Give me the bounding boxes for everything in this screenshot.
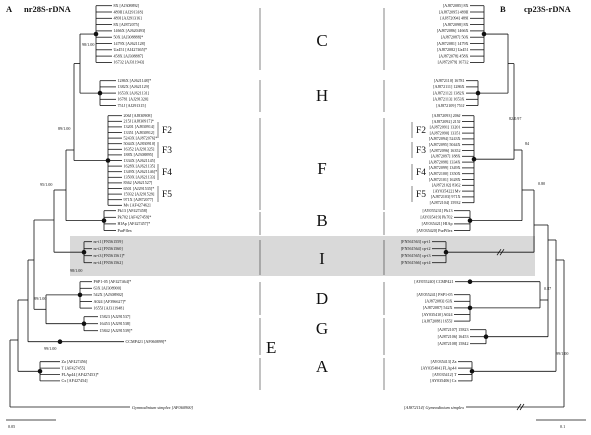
tip-label: Pk13 [AF427458] [117, 208, 148, 213]
tip-label: [AJ872103] 971X [430, 194, 461, 200]
tip-label: Za [AF427456] [61, 359, 88, 364]
subclade-label-left: F2 [162, 126, 173, 136]
tip-label: 971X [AJ872077] [123, 197, 154, 202]
panel-b-letter: B [500, 4, 506, 14]
right-tree [401, 3, 569, 410]
tip-label: FLAp44 [AF427453]* [61, 371, 99, 377]
subclade-label-right: F4 [416, 168, 427, 178]
tip-label: 16453 [AJ291538] [99, 321, 131, 326]
tip-label: [AJ872087] 542X [422, 305, 453, 311]
clade-label: G [315, 319, 329, 338]
outgroup-label: Gymnodinium simplex [AF060900] [132, 405, 194, 410]
tip-label: 6501 [AJ291535]* [123, 185, 155, 191]
tip-label: A024 [AF396627]* [93, 298, 126, 304]
support-value: 99/1.00 [556, 351, 569, 356]
tip-label: [AJ872109] 751J [436, 102, 465, 108]
tip-label: 489II [AJ291318] [113, 9, 143, 15]
tip-label: 458X [AJ308887] [113, 53, 144, 59]
outgroup-label: [AJ872114] Gymnodinium simplex [403, 405, 464, 410]
tip-label: [AJ872104] 15932 [429, 200, 461, 205]
tip-label: 8X [AJ308892] [113, 3, 140, 8]
tip-label: CCMP421 [AF060899]* [125, 339, 167, 344]
tip-label: [AY035420] PurPflex [416, 227, 453, 233]
clade-label: E [266, 338, 277, 357]
tip-label: [AJ872078] 458X [438, 53, 469, 59]
tip-label: [AY035406] Cx [430, 378, 457, 384]
tip-label: [AJ872098] 1334X [428, 159, 461, 165]
tip-label: 16352 [AJ291325] [123, 146, 155, 152]
panel-b-title: cp23S-rDNA [524, 4, 571, 14]
tip-label: 50X [AJ308888]* [113, 34, 144, 40]
tip-label: [AJ872090] 13351 [429, 130, 461, 136]
tip-label: [AJ872106] 16453 [437, 334, 469, 339]
tip-label: [AJ872101] 1628X [428, 176, 461, 182]
panel-a-title: nr28S-rDNA [24, 4, 71, 14]
tip-label: [AJ872098] 8X [442, 21, 469, 27]
tip-label: 1479X [AJ621128] [113, 40, 146, 46]
subclade-label-left: F5 [162, 190, 173, 200]
subclade-label-right: F2 [416, 126, 427, 136]
tip-label: [AJ872113] 1653X [432, 96, 465, 102]
tip-label: [AJ872100] 1350X [428, 171, 461, 176]
tip-label: 1382X [AJ621129] [117, 84, 150, 90]
tip-label: [AJ872110] 16781 [433, 78, 465, 83]
panel-a-letter: A [6, 4, 13, 14]
left-tree [10, 3, 193, 410]
tip-label: [AJ872112] 1382X [432, 90, 465, 96]
tip-label: 15823 [AJ291537] [99, 314, 131, 319]
subclade-label-right: F3 [416, 146, 427, 156]
support-value: 0.80 [538, 181, 546, 186]
tip-label: 489I [AJ291316] [113, 15, 142, 21]
tip-label: [AJ872082] Ua451 [437, 47, 469, 53]
tip-label: [AJ872091] 13201 [429, 124, 461, 130]
tip-label: [FN561564] cp-i2 [400, 246, 431, 251]
tip-label: 13201 [AJ830914] [123, 124, 155, 130]
tip-label: [AY055240] CCMP421 [414, 279, 454, 284]
tip-label: 15932 [AJ291529] [123, 191, 155, 197]
tip-label: Pk702 [AF427459]* [117, 214, 152, 220]
tip-label: 1349X [AJ621146]* [123, 169, 158, 174]
tip-label: [AY035419] Pk702 [420, 214, 453, 220]
tip-label: [AJ872093] 206J [432, 113, 461, 118]
tip-label: [AY055241] PSP1-05 [416, 292, 453, 297]
tip-label: 1286X [AJ621148]* [117, 78, 152, 83]
support-value: 99/1.00 [44, 346, 57, 351]
tip-label: [AY035412] T [432, 371, 457, 377]
right-scale-label: 0.1 [560, 424, 566, 429]
tip-label: [AY035410] A024 [422, 311, 453, 317]
clade-label: B [316, 211, 328, 230]
tip-label: 1334X [AJ621145] [123, 157, 156, 163]
support-value: 98/1.00 [82, 42, 95, 47]
tip-label: nr-i1 [FN561559] [93, 239, 123, 244]
tip-label: [AJ872096] 16352 [429, 147, 461, 153]
tip-label: [AJ872108] 15842 [437, 341, 469, 346]
tip-label: 5044X [AJ830910] [123, 141, 156, 146]
clade-label: A [315, 357, 329, 376]
clade-label: F [317, 159, 327, 178]
tip-label: [AJ872088] 1655J [422, 318, 453, 324]
support-value: 89/1.00 [58, 126, 71, 131]
tip-label: [AJ872094] 5243X [428, 136, 461, 142]
tip-label: [AY035413] Za [430, 359, 457, 364]
tip-label: PurPflex [117, 227, 132, 233]
tip-label: [AJ872095] 5044X [428, 142, 461, 147]
tip-label: [AY055231] Pk13 [422, 208, 453, 213]
tip-label: 1628X [AJ621135] [123, 163, 156, 169]
tip-label: 1653X [AJ621131] [117, 90, 150, 96]
tip-label: nr-i4 [FN561562] [93, 260, 123, 265]
tip-label: 1655J [AJ311948] [93, 305, 124, 311]
tip-label: [FN561563] cp-i1 [400, 239, 431, 244]
tip-label: [AJ872087] 50X [440, 34, 469, 40]
tip-label: nr-i2 [FN561560] [93, 246, 123, 251]
tip-label: [FN561566] cp-i4 [400, 260, 431, 265]
tip-label: Mv [AF427462] [123, 202, 151, 208]
tip-label: [AJ872097] 188X [430, 153, 461, 159]
tip-label: [AJ872081] 1479X [436, 40, 469, 46]
clade-label-column [260, 8, 384, 390]
support-value: 89/1.00 [34, 296, 47, 301]
tip-label: [AJ872092] 215J [432, 118, 461, 124]
tip-label: [AJ872107] 15823 [437, 327, 469, 332]
clade-label: I [319, 249, 325, 268]
tip-label: nr-i3 [FN561561]* [93, 253, 125, 258]
left-scale-label: 0.05 [8, 424, 16, 429]
subclade-label-left: F4 [162, 168, 173, 178]
tip-label: 16732 [AJ311943] [113, 59, 145, 65]
clade-i-highlight [70, 236, 535, 276]
tip-label: [AY035422] Mv [433, 188, 461, 194]
tip-label: 16781 [AJ291320] [117, 96, 149, 102]
tip-label: 188X [AJ308895] [123, 152, 154, 158]
tip-label: 542X [AJ308902] [93, 292, 124, 298]
clade-label: C [316, 31, 328, 50]
clade-label: D [315, 289, 329, 308]
tip-label: T [AF427455] [61, 365, 86, 371]
tip-label: 8362 [AJ621527] [123, 180, 153, 186]
tip-label: [AJ872099] 1349X [428, 165, 461, 171]
tip-label: 1350X [AJ621133] [123, 174, 156, 180]
subclade-label-right: F5 [416, 190, 427, 200]
tip-label: [AY035404] FLAp44 [421, 365, 457, 371]
tip-label: 8X [AJ872075] [113, 21, 140, 27]
tip-label: 5243X [AJ872076]* [123, 135, 158, 141]
tip-label: HIAp [AF427457]* [117, 221, 151, 227]
tip-label: [AJ872083] 63X [424, 298, 453, 304]
support-value: 95/1.00 [40, 182, 53, 187]
tip-label: [AY035421] HIAp [421, 221, 453, 227]
tip-label: 13351 [AJ830912] [123, 129, 155, 135]
tip-label: [AJ872102] 8362 [431, 182, 461, 188]
tip-label: [AJ872079] 16732 [437, 59, 469, 65]
tip-label: 751J [AJ291315] [117, 102, 146, 108]
clade-label: H [315, 86, 329, 105]
tip-label: Ua451 [AJ427465]* [113, 47, 148, 53]
tip-label: [FN561565] cp-i3 [400, 253, 431, 258]
tip-label: PSP1-05 [AF427464]* [93, 279, 132, 284]
tip-label: 15842 [AJ291539]* [99, 328, 133, 333]
support-value: 82/0.97 [509, 116, 522, 121]
tip-label: [AJ872095] 489II [439, 9, 469, 15]
tip-label: 1466X [AJ620493] [113, 28, 146, 34]
support-value: 0.87 [544, 286, 552, 291]
tip-label: [AJ872085] 8X [442, 3, 469, 8]
tip-label: Cx [AF427454] [61, 378, 88, 384]
tip-label: 206J [AJ830908] [123, 113, 152, 118]
tip-label: [AJ872094] 489I [440, 15, 469, 21]
tip-label: [AJ872111] 1286X [433, 84, 465, 90]
support-value: 84 [525, 141, 530, 146]
tip-label: [AJ872086] 1466X [436, 28, 469, 34]
subclade-label-left: F3 [162, 146, 173, 156]
tip-label: 63X [AJ308900] [93, 285, 122, 291]
tip-label: 215J [AJ830917]* [123, 118, 154, 124]
support-value: 98/1.00 [70, 268, 83, 273]
